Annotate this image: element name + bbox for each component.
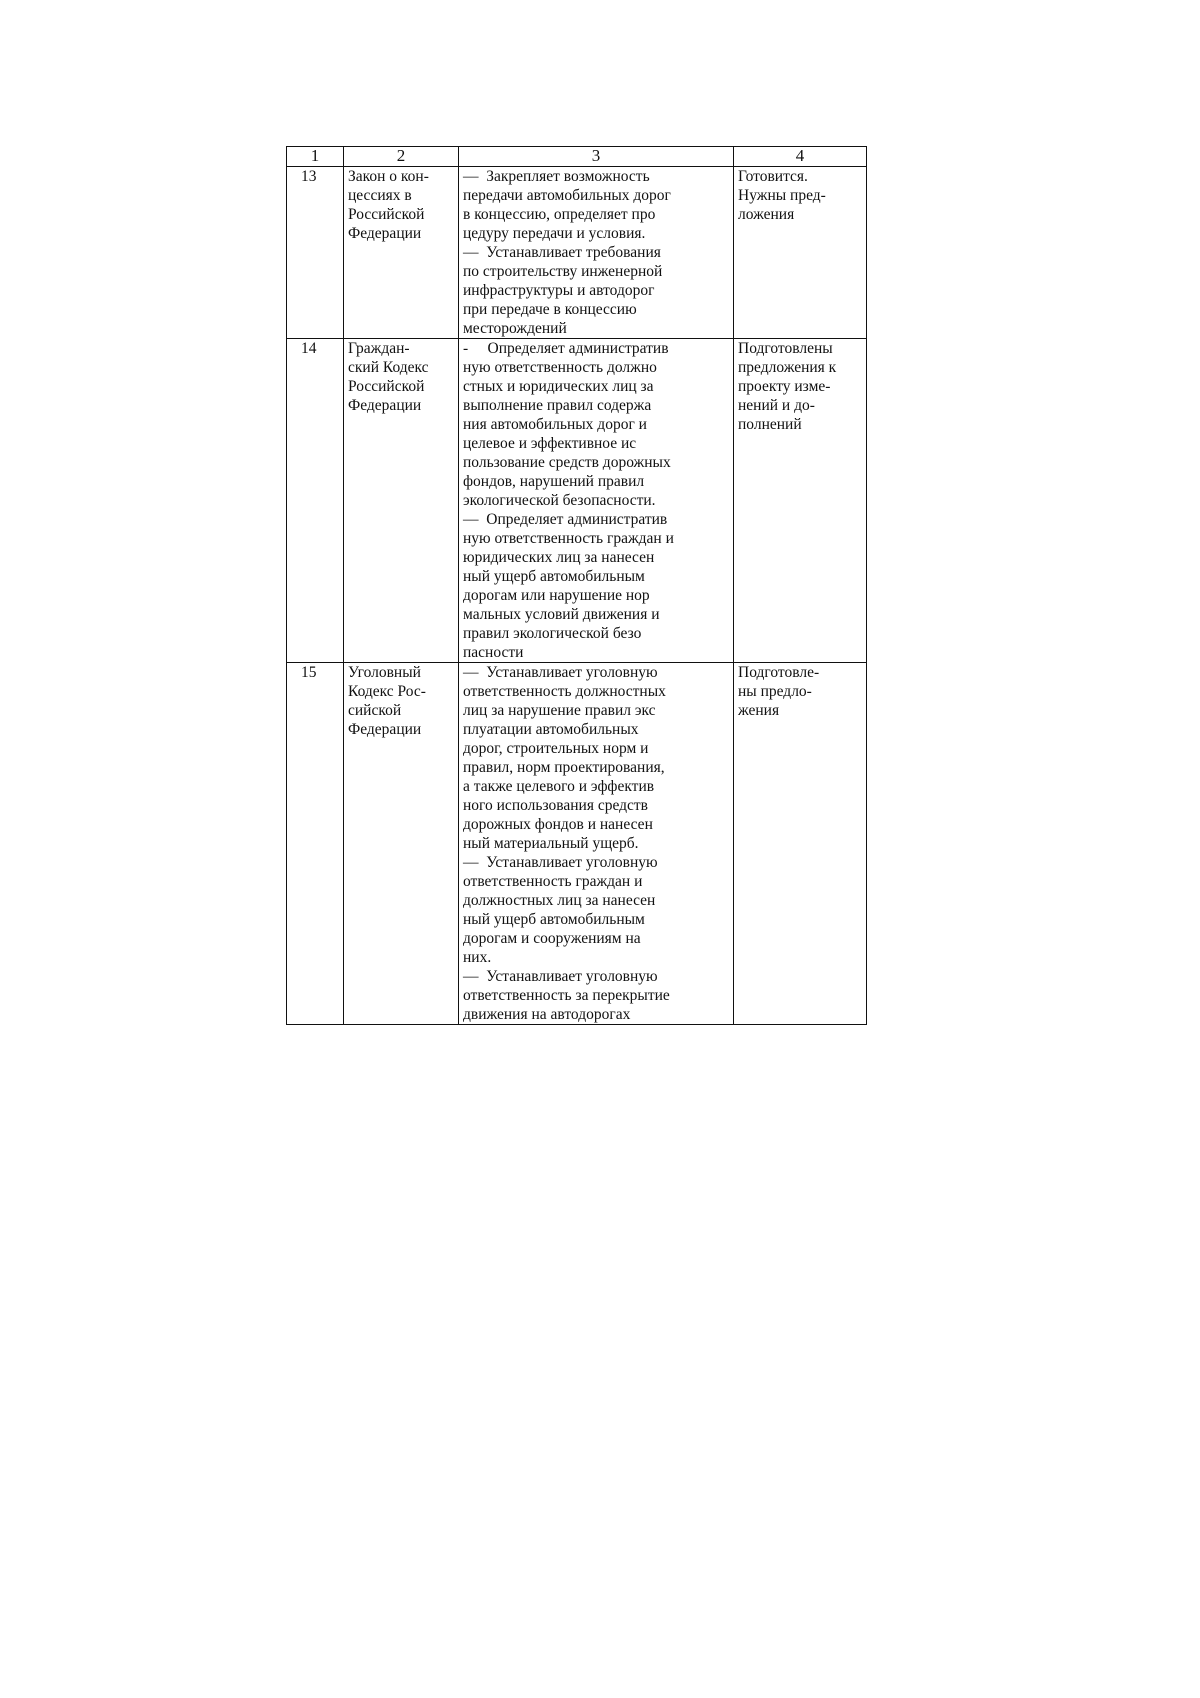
content-line: дорогам или нарушение нор (463, 587, 650, 604)
column-header-4: 4 (734, 147, 867, 167)
law-name-cell (344, 167, 459, 339)
content-line: пасности (463, 644, 524, 661)
content-line: — Устанавливает уголовную (463, 968, 658, 985)
law-name-line: Кодекс Рос- (348, 683, 426, 700)
content-line: - Определяет административ (463, 340, 669, 357)
table-row (287, 167, 867, 339)
status-line: Нужны пред- (738, 187, 826, 204)
status-line: нений и до- (738, 397, 815, 414)
law-content-cell (459, 167, 734, 339)
content-line: цедуру передачи и условия. (463, 225, 646, 242)
status-line: ны предло- (738, 683, 812, 700)
content-line: — Закрепляет возможность (463, 168, 650, 185)
column-header-1: 1 (287, 147, 344, 167)
law-name-cell (344, 663, 459, 1025)
content-line: пользование средств дорожных (463, 454, 671, 471)
content-line: ный ущерб автомобильным (463, 568, 645, 585)
status-line: полнений (738, 416, 802, 433)
status-line: Подготовлены (738, 340, 833, 357)
row-number: 13 (287, 167, 344, 339)
content-line: инфраструктуры и автодорог (463, 282, 655, 299)
status-line: Готовится. (738, 168, 808, 185)
content-line: ответственность должностных (463, 683, 666, 700)
content-line: месторождений (463, 320, 567, 337)
status-line: предложения к (738, 359, 837, 376)
status-cell (734, 663, 867, 1025)
header-row (287, 147, 867, 167)
status-line: проекту изме- (738, 378, 831, 395)
content-line: движения на автодорогах (463, 1006, 631, 1023)
content-line: ную ответственность должно (463, 359, 657, 376)
content-line: дорожных фондов и нанесен (463, 816, 653, 833)
legislation-table (286, 146, 867, 1025)
content-line: при передаче в концессию (463, 301, 637, 318)
law-name-cell (344, 339, 459, 663)
table-row (287, 663, 867, 1025)
content-line: плуатации автомобильных (463, 721, 639, 738)
content-line: ный ущерб автомобильным (463, 911, 645, 928)
content-line: фондов, нарушений правил (463, 473, 645, 490)
content-line: — Устанавливает требования (463, 244, 661, 261)
content-line: правил, норм проектирования, (463, 759, 665, 776)
content-line: ный материальный ущерб. (463, 835, 639, 852)
content-line: юридических лиц за нанесен (463, 549, 655, 566)
content-line: ную ответственность граждан и (463, 530, 674, 547)
content-line: стных и юридических лиц за (463, 378, 654, 395)
law-name-line: Федерации (348, 721, 422, 738)
column-header-2: 2 (344, 147, 459, 167)
content-line: передачи автомобильных дорог (463, 187, 671, 204)
content-line: выполнение правил содержа (463, 397, 652, 414)
content-line: дорог, строительных норм и (463, 740, 649, 757)
law-name-line: ский Кодекс (348, 359, 429, 376)
status-cell (734, 167, 867, 339)
law-name-line: сийской (348, 702, 402, 719)
law-content-cell (459, 663, 734, 1025)
row-number: 15 (287, 663, 344, 1025)
content-line: них. (463, 949, 492, 966)
law-name-line: Граждан- (348, 340, 410, 357)
law-name-line: Российской (348, 378, 425, 395)
law-name-line: Федерации (348, 397, 422, 414)
content-line: — Определяет административ (463, 511, 668, 528)
content-line: а также целевого и эффектив (463, 778, 655, 795)
content-line: дорогам и сооружениям на (463, 930, 641, 947)
status-cell (734, 339, 867, 663)
content-line: — Устанавливает уголовную (463, 664, 658, 681)
status-line: Подготовле- (738, 664, 820, 681)
content-line: правил экологической безо (463, 625, 642, 642)
content-line: экологической безопасности. (463, 492, 656, 509)
content-line: ного использования средств (463, 797, 648, 814)
law-content-cell (459, 339, 734, 663)
table-header (287, 147, 867, 167)
content-line: по строительству инженерной (463, 263, 663, 280)
status-line: жения (738, 702, 780, 719)
law-name-line: Закон о кон- (348, 168, 429, 185)
content-line: ния автомобильных дорог и (463, 416, 647, 433)
table-row (287, 339, 867, 663)
content-line: мальных условий движения и (463, 606, 660, 623)
content-line: целевое и эффективное ис (463, 435, 637, 452)
content-line: ответственность за перекрытие (463, 987, 670, 1004)
table-body (287, 167, 867, 1025)
law-name-line: Российской (348, 206, 425, 223)
law-name-line: Федерации (348, 225, 422, 242)
content-line: должностных лиц за нанесен (463, 892, 656, 909)
law-name-line: Уголовный (348, 664, 421, 681)
column-header-3: 3 (459, 147, 734, 167)
content-line: лиц за нарушение правил экс (463, 702, 656, 719)
content-line: в концессию, определяет про (463, 206, 656, 223)
content-line: ответственность граждан и (463, 873, 643, 890)
content-line: — Устанавливает уголовную (463, 854, 658, 871)
status-line: ложения (738, 206, 795, 223)
row-number: 14 (287, 339, 344, 663)
law-name-line: цессиях в (348, 187, 412, 204)
